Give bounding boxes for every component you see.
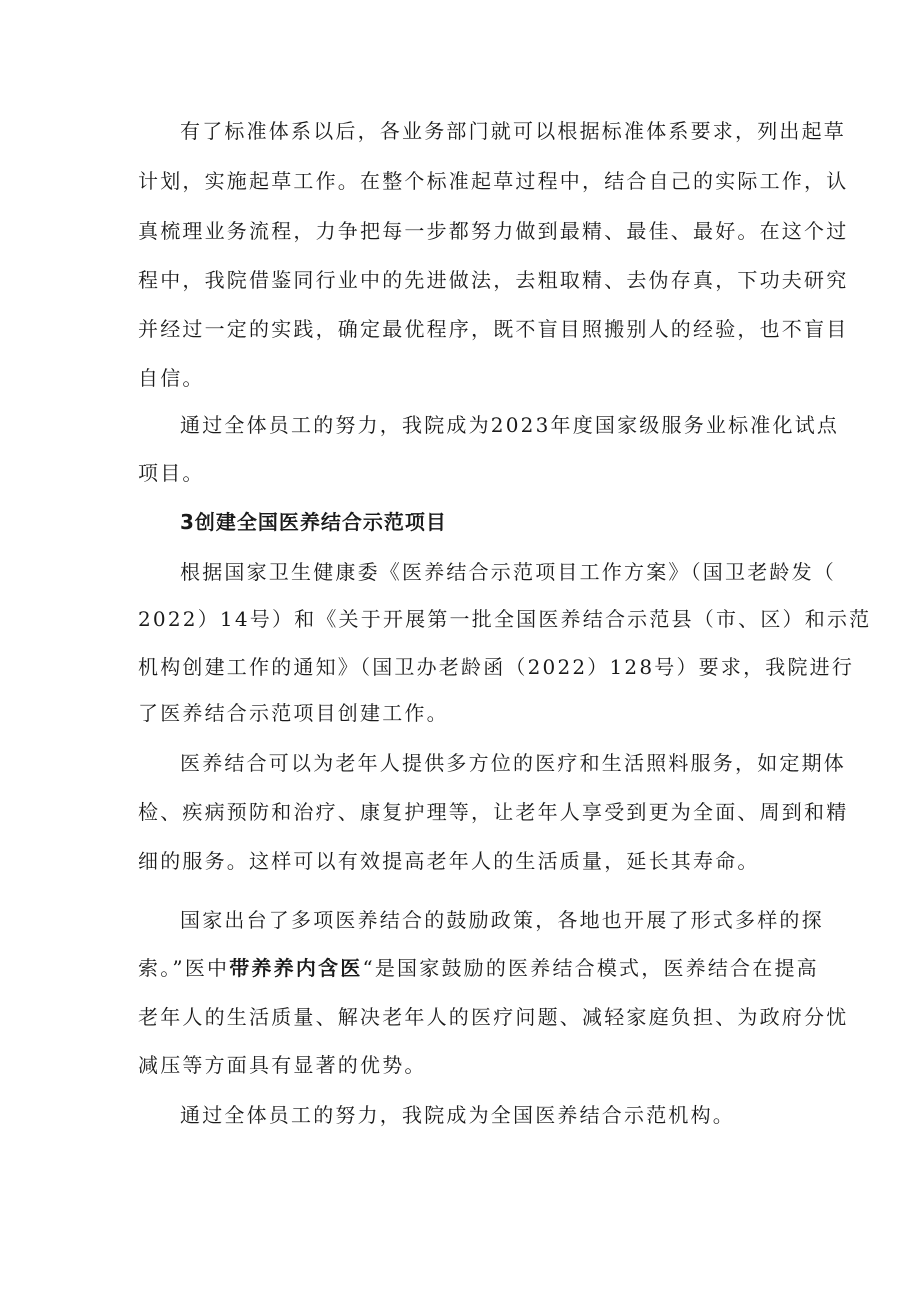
paragraph-line: 减压等方面具有显著的优势。 (138, 1053, 427, 1077)
paragraph-line: 检、疾病预防和治疗、康复护理等，让老年人享受到更为全面、周到和精 (138, 800, 849, 824)
paragraph-line: 真梳理业务流程，力争把每一步都努力做到最精、最佳、最好。在这个过 (138, 219, 849, 243)
paragraph-line: 计划，实施起草工作。在整个标准起草过程中，结合自己的实际工作，认 (138, 169, 849, 193)
paragraph-line: 通过全体员工的努力，我院成为2023年度国家级服务业标准化试点 (180, 413, 840, 437)
text-run: “是国家鼓励的医养结合模式，医养结合在提高 (362, 956, 819, 980)
paragraph-line: 医养结合可以为老年人提供多方位的医疗和生活照料服务，如定期体 (180, 751, 846, 775)
paragraph-line: 2022）14号）和《关于开展第一批全国医养结合示范县（市、区）和示范 (138, 607, 872, 631)
paragraph-line: 项目。 (138, 461, 205, 485)
paragraph-line: 程中，我院借鉴同行业中的先进做法，去粗取精、去伪存真，下功夫研究 (138, 268, 849, 292)
paragraph-line-mixed (138, 953, 819, 983)
section-heading: 3创建全国医养结合示范项目 (180, 510, 447, 534)
paragraph-line: 并经过一定的实践，确定最优程序，既不盲目照搬别人的经验，也不盲目 (138, 317, 849, 341)
paragraph-line: 了医养结合示范项目创建工作。 (138, 701, 449, 725)
paragraph-line: 机构创建工作的通知》（国卫办老龄函（2022）128号）要求，我院进行 (138, 655, 855, 679)
paragraph-line: 有了标准体系以后，各业务部门就可以根据标准体系要求，列出起草 (180, 119, 846, 143)
text-run: 索。”医中 (138, 956, 230, 980)
paragraph-line: 老年人的生活质量、解决老年人的医疗问题、减轻家庭负担、为政府分忧 (138, 1005, 849, 1029)
bold-text-run: 带养养内含医 (229, 956, 363, 980)
paragraph-line: 根据国家卫生健康委《医养结合示范项目工作方案》（国卫老龄发（ (180, 560, 836, 584)
paragraph-line: 国家出台了多项医养结合的鼓励政策，各地也开展了形式多样的探 (180, 908, 824, 932)
paragraph-line: 细的服务。这样可以有效提高老年人的生活质量，延长其寿命。 (138, 849, 760, 873)
paragraph-line: 通过全体员工的努力，我院成为全国医养结合示范机构。 (180, 1103, 735, 1127)
paragraph-line: 自信。 (138, 366, 205, 390)
